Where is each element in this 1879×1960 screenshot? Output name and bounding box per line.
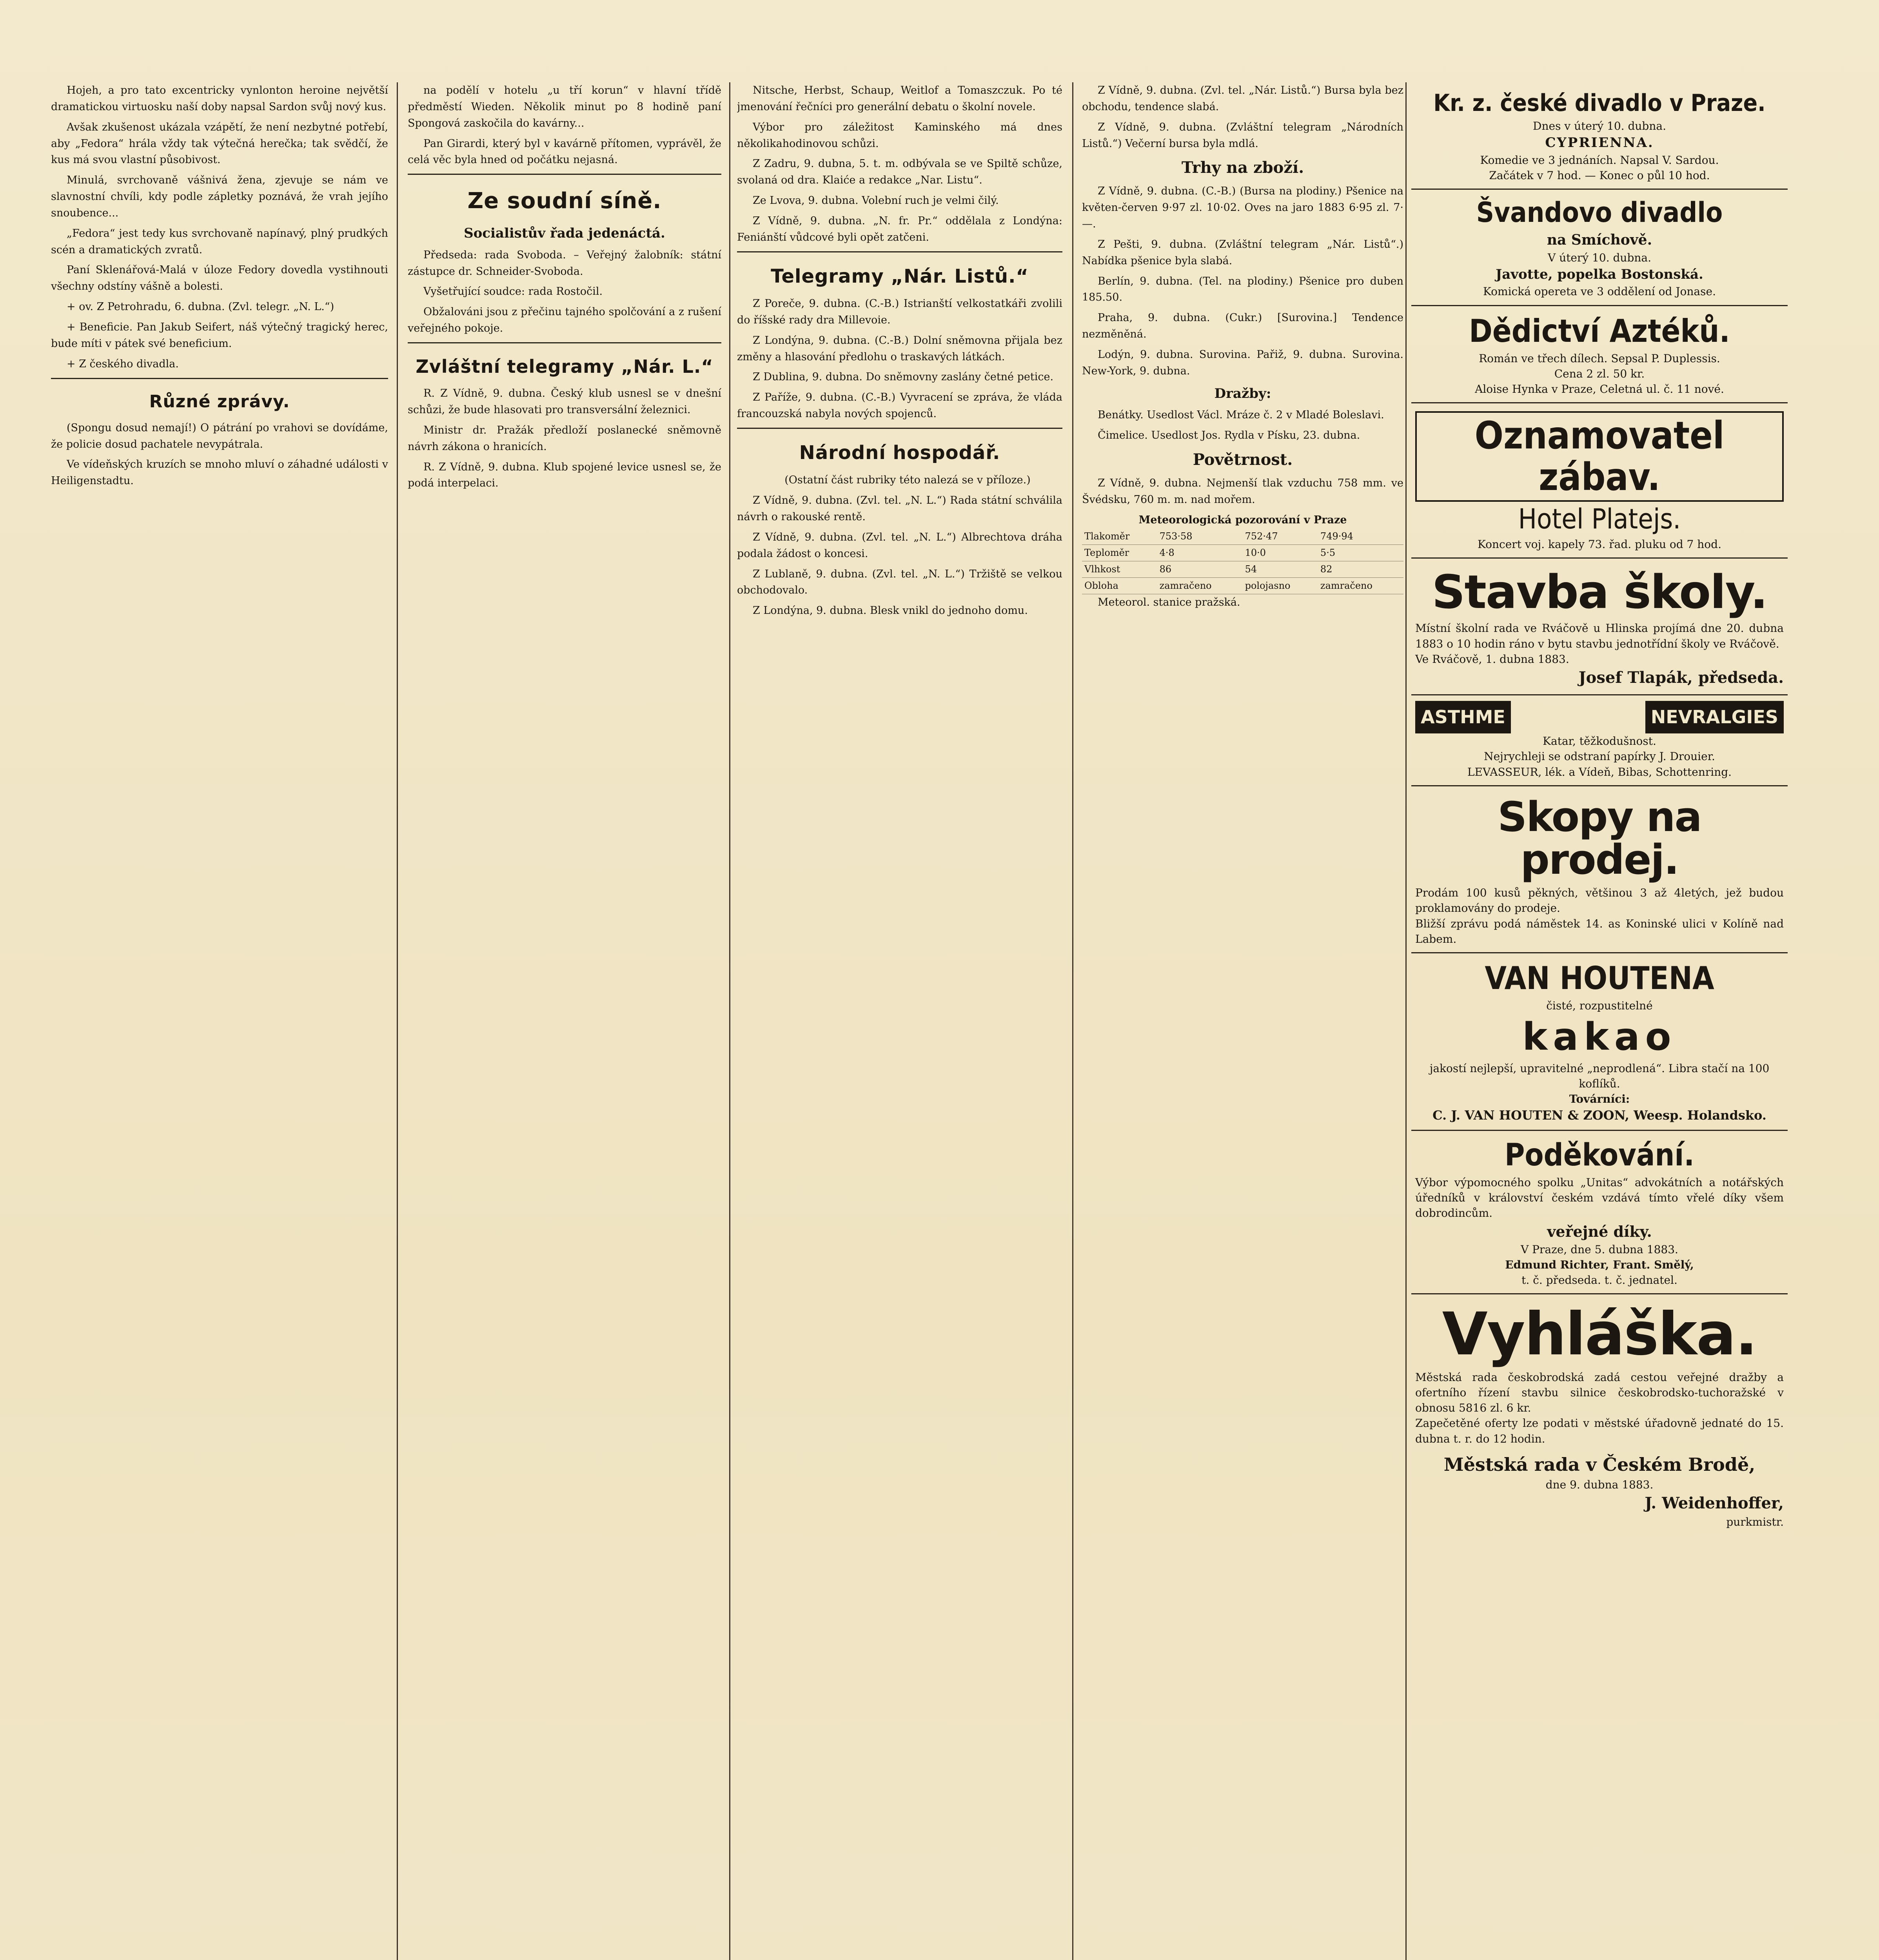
grain-paragraph: Lodýn, 9. dubna. Surovina. Pařiž, 9. dubna. Surovina. New-York, 9. dubna. xyxy=(1082,348,1403,377)
table-cell: Tlakoměr xyxy=(1082,528,1157,545)
article-paragraph: „Fedora“ jest tedy kus svrchovaně napínavý, plný prudkých scén a dramatických zvratů. xyxy=(51,227,388,256)
ad-line: Bližší zprávu podá náměstek 14. as Koninské ulici v Kolíně nad Labem. xyxy=(1415,917,1784,946)
article-paragraph: Z Vídně, 9. dubna. „N. fr. Pr.“ oddělala z Londýna: Feniánští vůdcové byli opět zatčeni. xyxy=(737,214,1062,243)
column-2 xyxy=(408,82,721,1960)
table-cell: 4·8 xyxy=(1157,544,1243,561)
table-cell: 82 xyxy=(1318,561,1403,577)
telegram-item: R. Z Vídně, 9. dubna. Český klub usnesl se v dnešní schůzi, že bude hlasovati pro transversální železnici. xyxy=(408,387,721,416)
telegram-item: Z Londýna, 9. dubna. (C.-B.) Dolní sněmovna přijala bez změny a hlasování předlohu o traskavých látkách. xyxy=(737,334,1062,363)
ad-heritage xyxy=(1411,306,1788,404)
market-item: Z Lublaně, 9. dubna. (Zvl. tel. „N. L.“) Tržiště se velkou obchodovalo. xyxy=(737,568,1062,597)
ad-badge-nevralgies: NEVRALGIES xyxy=(1645,701,1784,733)
ad-line: veřejné díky. xyxy=(1547,1222,1652,1240)
ad-title: Kr. z. české divadlo v Praze. xyxy=(1433,89,1766,117)
weather-note: Meteorol. stanice pražská. xyxy=(1098,596,1240,609)
table-cell: 54 xyxy=(1243,561,1318,577)
section-title: Telegramy „Nár. Listů.“ xyxy=(771,265,1029,287)
ad-signature: Městská rada v Českém Brodě, xyxy=(1443,1454,1756,1475)
table-cell: Obloha xyxy=(1082,578,1157,594)
article-paragraph: Avšak zkušenost ukázala vzápětí, že není nezbytné potřebí, aby „Fedora“ hrála vždy tak výtečná herečka; tak svědčí, že kus má svou vlastní působivost. xyxy=(51,121,388,166)
table-row xyxy=(1082,544,1403,561)
grain-paragraph: Praha, 9. dubna. (Cukr.) [Surovina.] Tendence nezměněná. xyxy=(1082,312,1403,341)
article-paragraph: Hojeh, a pro tato excentricky vynlonton heroine největší dramatickou virtuosku naší doby napsal Sardon svůj nový kus. xyxy=(51,84,388,113)
ad-signature: J. Weidenhoffer, xyxy=(1645,1494,1784,1513)
ad-line: Zapečetěné oferty lze podati v městské úřadovně jednaté do 15. dubna t. r. do 12 hodin. xyxy=(1415,1417,1784,1445)
market-item: Z Vídně, 9. dubna. (Zvl. tel. „N. L.“) Albrechtova dráha podala žádost o koncesi. xyxy=(737,531,1062,560)
ad-line: Místní školní rada ve Rváčově u Hlinska projímá dne 20. dubna 1883 o 10 hodin ráno v bytu stavbu jednotřídní školy ve Rváčově. xyxy=(1415,622,1784,650)
ad-line: CYPRIENNA. xyxy=(1545,135,1654,151)
bourse-paragraph: Z Vídně, 9. dubna. (Zvláštní telegram „Národních Listů.“) Večerní bursa byla mdlá. xyxy=(1082,121,1403,150)
column-rule xyxy=(397,82,398,1960)
ad-signature: Josef Tlapák, předseda. xyxy=(1578,668,1784,687)
ad-line: t. č. předseda. t. č. jednatel. xyxy=(1521,1274,1677,1287)
article-paragraph: Nitsche, Herbst, Schaup, Weitlof a Tomaszczuk. Po té jmenování řečníci pro generální debatu o školní novele. xyxy=(737,84,1062,113)
ad-svandovo xyxy=(1411,190,1788,306)
column-rule xyxy=(1072,82,1073,1960)
ad-line: Komedie ve 3 jednáních. Napsal V. Sardou. xyxy=(1480,153,1719,167)
ad-title: Švandovo divadlo xyxy=(1476,196,1723,229)
article-paragraph: na podělí v hotelu „u tří korun“ v hlavní třídě předměstí Wieden. Několik minut po 8 hodině paní Spongová zaskočila do kavárny... xyxy=(408,84,721,129)
ad-notice xyxy=(1411,1294,1788,1535)
news-note: + ov. Z Petrohradu, 6. dubna. (Zvl. telegr. „N. L.“) xyxy=(67,301,334,313)
section-title: Národní hospodář. xyxy=(799,441,1000,464)
table-cell: 5·5 xyxy=(1318,544,1403,561)
table-cell: zamračeno xyxy=(1157,578,1243,594)
market-item: Z Vídně, 9. dubna. (Zvl. tel. „N. L.“) Rada státní schválila návrh o rakouské rentě. xyxy=(737,494,1062,523)
ad-line: C. J. VAN HOUTEN & ZOON, Weesp. Holandsko. xyxy=(1432,1108,1766,1123)
news-note: + Z českého divadla. xyxy=(67,358,179,370)
ad-line: Aloise Hynka v Praze, Celetná ul. č. 11 nové. xyxy=(1475,382,1724,396)
telegram-item: Z Dublina, 9. dubna. Do sněmovny zaslány četné petice. xyxy=(753,371,1054,383)
court-paragraph: Obžalováni jsou z přečinu tajného spolčování a z rušení veřejného pokoje. xyxy=(408,306,721,335)
column-rule xyxy=(729,82,730,1960)
subsection-title: Socialistův řada jedenáctá. xyxy=(464,225,665,241)
section-divider xyxy=(408,174,721,175)
column-1 xyxy=(51,82,388,1960)
section-title: Dražby: xyxy=(1214,385,1271,401)
article-paragraph: Ze Lvova, 9. dubna. Volební ruch je velmi čilý. xyxy=(753,194,999,207)
section-title: Ze soudní síně. xyxy=(467,188,662,214)
ad-line: dne 9. dubna 1883. xyxy=(1545,1478,1654,1492)
ad-line: Dnes v úterý 10. dubna. xyxy=(1533,120,1666,132)
table-row xyxy=(1082,528,1403,545)
ad-line: jakostí nejlepší, upravitelné „neprodlená“. Libra stačí na 100 koflíků. xyxy=(1429,1062,1770,1091)
ad-line: Začátek v 7 hod. — Konec o půl 10 hod. xyxy=(1489,169,1710,182)
article-paragraph: (Spongu dosud nemají!) O pátrání po vrahovi se dovídáme, že policie dosud pachatele nevypátrala. xyxy=(51,421,388,450)
ad-line: Javotte, popelka Bostonská. xyxy=(1496,266,1703,282)
column-3 xyxy=(737,82,1062,1960)
ad-line: Román ve třech dílech. Sepsal P. Duplessis. xyxy=(1479,352,1720,365)
grain-paragraph: Z Vídně, 9. dubna. (C.-B.) (Bursa na plodiny.) Pšenice na květen-červen 9·97 zl. 10·02. Oves na jaro 1883 6·95 zl. 7·—. xyxy=(1082,185,1403,230)
weather-paragraph: Z Vídně, 9. dubna. Nejmenší tlak vzduchu 758 mm. ve Švédsku, 760 m. m. nad mořem. xyxy=(1082,477,1403,506)
article-paragraph: Ve vídeňských kruzích se mnoho mluví o záhadné události v Heiligenstadtu. xyxy=(51,458,388,487)
table-cell: 753·58 xyxy=(1157,528,1243,545)
telegram-item: Z Poreče, 9. dubna. (C.-B.) Istrianští velkostatkáři zvolili do říšské rady dra Millevoie. xyxy=(737,297,1062,326)
ad-boxed-title: Oznamovatel zábav. xyxy=(1415,411,1784,502)
ad-brand: VAN HOUTENA xyxy=(1485,960,1714,996)
ad-line: Výbor výpomocného spolku „Unitas“ advokátních a notářských úředníků v království českém vzdává tímto vřelé díky všem dobrodincům. xyxy=(1415,1176,1784,1220)
ad-title: kakao xyxy=(1522,1015,1677,1059)
advertisements-column xyxy=(1411,82,1788,1960)
ad-thanks xyxy=(1411,1131,1788,1294)
ad-title: Hotel Platejs. xyxy=(1518,503,1681,535)
section-title: Povětrnost. xyxy=(1193,450,1293,469)
telegram-item: R. Z Vídně, 9. dubna. Klub spojené levice usnesl se, že podá interpelaci. xyxy=(408,461,721,490)
ad-line: V Praze, dne 5. dubna 1883. xyxy=(1521,1243,1678,1256)
article-paragraph: Pan Girardi, který byl v kavárně přítomen, vyprávěl, že celá věc byla hned od počátku nejasná. xyxy=(408,137,721,166)
ad-signature: Edmund Richter, Frant. Smělý, xyxy=(1505,1258,1694,1271)
ad-cocoa xyxy=(1411,953,1788,1131)
article-paragraph: Paní Sklenářová-Malá v úloze Fedory dovedla vystihnouti všechny odstíny vášně a bolesti. xyxy=(51,264,388,293)
section-title: Zvláštní telegramy „Nár. L.“ xyxy=(416,356,713,377)
ad-title: Skopy na prodej. xyxy=(1498,793,1701,884)
ad-line: LEVASSEUR, lék. a Vídeň, Bibas, Schottenring. xyxy=(1467,765,1732,779)
ad-subtitle: na Smíchově. xyxy=(1547,232,1652,249)
article-paragraph: Z Zadru, 9. dubna, 5. t. m. odbývala se ve Spiltě schůze, svolaná od dra. Klaiće a redakce „Nar. Listu“. xyxy=(737,158,1062,187)
court-paragraph: Vyšetřující soudce: rada Rostočil. xyxy=(423,285,603,298)
ad-title: Vyhláška. xyxy=(1442,1300,1757,1369)
ad-line: Nejrychleji se odstraní papírky J. Drouier. xyxy=(1484,750,1715,763)
weather-subtitle: Meteorologická pozorování v Praze xyxy=(1138,514,1347,526)
table-cell: 749·94 xyxy=(1318,528,1403,545)
section-note: (Ostatní část rubriky této nalezá se v příloze.) xyxy=(784,474,1031,486)
ad-title: Poděkování. xyxy=(1505,1138,1694,1173)
table-row xyxy=(1082,561,1403,577)
table-cell: 86 xyxy=(1157,561,1243,577)
ad-line: Továrníci: xyxy=(1569,1093,1630,1106)
section-divider xyxy=(737,251,1062,252)
telegram-item: Z Paříže, 9. dubna. (C.-B.) Vyvracení se zpráva, že vláda francouzská nabyla nových spojenců. xyxy=(737,391,1062,420)
table-cell: Teploměr xyxy=(1082,544,1157,561)
grain-paragraph: Berlín, 9. dubna. (Tel. na plodiny.) Pšenice pro duben 185.50. xyxy=(1082,275,1403,304)
article-paragraph: Minulá, svrchovaně vášnivá žena, zjevuje se nám ve slavnostní chvíli, kdy podle zápletky poznává, že vrah jejího snoubence... xyxy=(51,174,388,219)
ad-badge-asthme: ASTHME xyxy=(1415,701,1511,733)
ad-theatre xyxy=(1411,82,1788,190)
ad-title xyxy=(1415,411,1784,502)
ad-title: Stavba školy. xyxy=(1432,565,1767,619)
table-row xyxy=(1082,578,1403,594)
auction-paragraph: Benátky. Usedlost Václ. Mráze č. 2 v Mladé Boleslavi. xyxy=(1098,409,1384,421)
ad-line: purkmistr. xyxy=(1726,1515,1784,1529)
ad-entertainment xyxy=(1411,403,1788,559)
bourse-paragraph: Z Vídně, 9. dubna. (Zvl. tel. „Nár. Listů.“) Bursa byla bez obchodu, tendence slabá. xyxy=(1082,84,1403,113)
news-note: + Beneficie. Pan Jakub Seifert, náš výtečný tragický herec, bude míti v pátek své beneficium. xyxy=(51,321,388,350)
ad-line: Prodám 100 kusů pěkných, většinou 3 až 4letých, jež budou proklamovány do prodeje. xyxy=(1415,886,1784,915)
ad-line: Ve Rváčově, 1. dubna 1883. xyxy=(1415,652,1569,666)
court-paragraph: Předseda: rada Svoboda. – Veřejný žalobník: státní zástupce dr. Schneider-Svoboda. xyxy=(408,249,721,278)
telegram-item: Ministr dr. Pražák předloží poslanecké sněmovně návrh zákona o hranicích. xyxy=(408,424,721,453)
weather-table xyxy=(1082,528,1403,595)
ad-medicine-header xyxy=(1415,701,1784,733)
ad-line: Městská rada českobrodská zadá cestou veřejné dražby a ofertního řízení stavbu silnice českobrodsko-tuchoražské v obnosu 5816 zl. 6 kr. xyxy=(1415,1370,1784,1415)
table-cell: 752·47 xyxy=(1243,528,1318,545)
ad-medicine xyxy=(1411,695,1788,786)
table-cell: polojasno xyxy=(1243,578,1318,594)
section-divider xyxy=(408,342,721,343)
ad-line: V úterý 10. dubna. xyxy=(1547,251,1652,264)
ad-school xyxy=(1411,559,1788,695)
grain-paragraph: Z Pešti, 9. dubna. (Zvláštní telegram „Nár. Listů“.) Nabídka pšenice byla slabá. xyxy=(1082,238,1403,267)
ad-line: Koncert voj. kapely 73. řad. pluku od 7 hod. xyxy=(1478,538,1721,551)
column-4 xyxy=(1082,82,1403,1960)
ad-sheep xyxy=(1411,786,1788,953)
auction-paragraph: Čimelice. Usedlost Jos. Rydla v Písku, 23. dubna. xyxy=(1098,429,1360,442)
ad-line: Cena 2 zl. 50 kr. xyxy=(1554,367,1645,380)
section-divider xyxy=(737,428,1062,429)
section-title: Různé zprávy. xyxy=(149,391,290,412)
article-paragraph: Výbor pro záležitost Kaminského má dnes několikahodinovou schůzi. xyxy=(737,121,1062,150)
table-cell: 10·0 xyxy=(1243,544,1318,561)
column-rule xyxy=(1405,82,1407,1960)
section-divider xyxy=(51,378,388,379)
ad-title: Dědictví Aztéků. xyxy=(1469,312,1730,349)
table-cell: Vlhkost xyxy=(1082,561,1157,577)
ad-line: čisté, rozpustitelné xyxy=(1546,999,1653,1012)
section-title: Trhy na zboží. xyxy=(1181,158,1304,177)
ad-line: Komická opereta ve 3 oddělení od Jonase. xyxy=(1483,285,1716,298)
ad-line: Katar, těžkodušnost. xyxy=(1543,735,1656,748)
market-item: Z Londýna, 9. dubna. Blesk vnikl do jednoho domu. xyxy=(753,604,1028,617)
table-cell: zamračeno xyxy=(1318,578,1403,594)
